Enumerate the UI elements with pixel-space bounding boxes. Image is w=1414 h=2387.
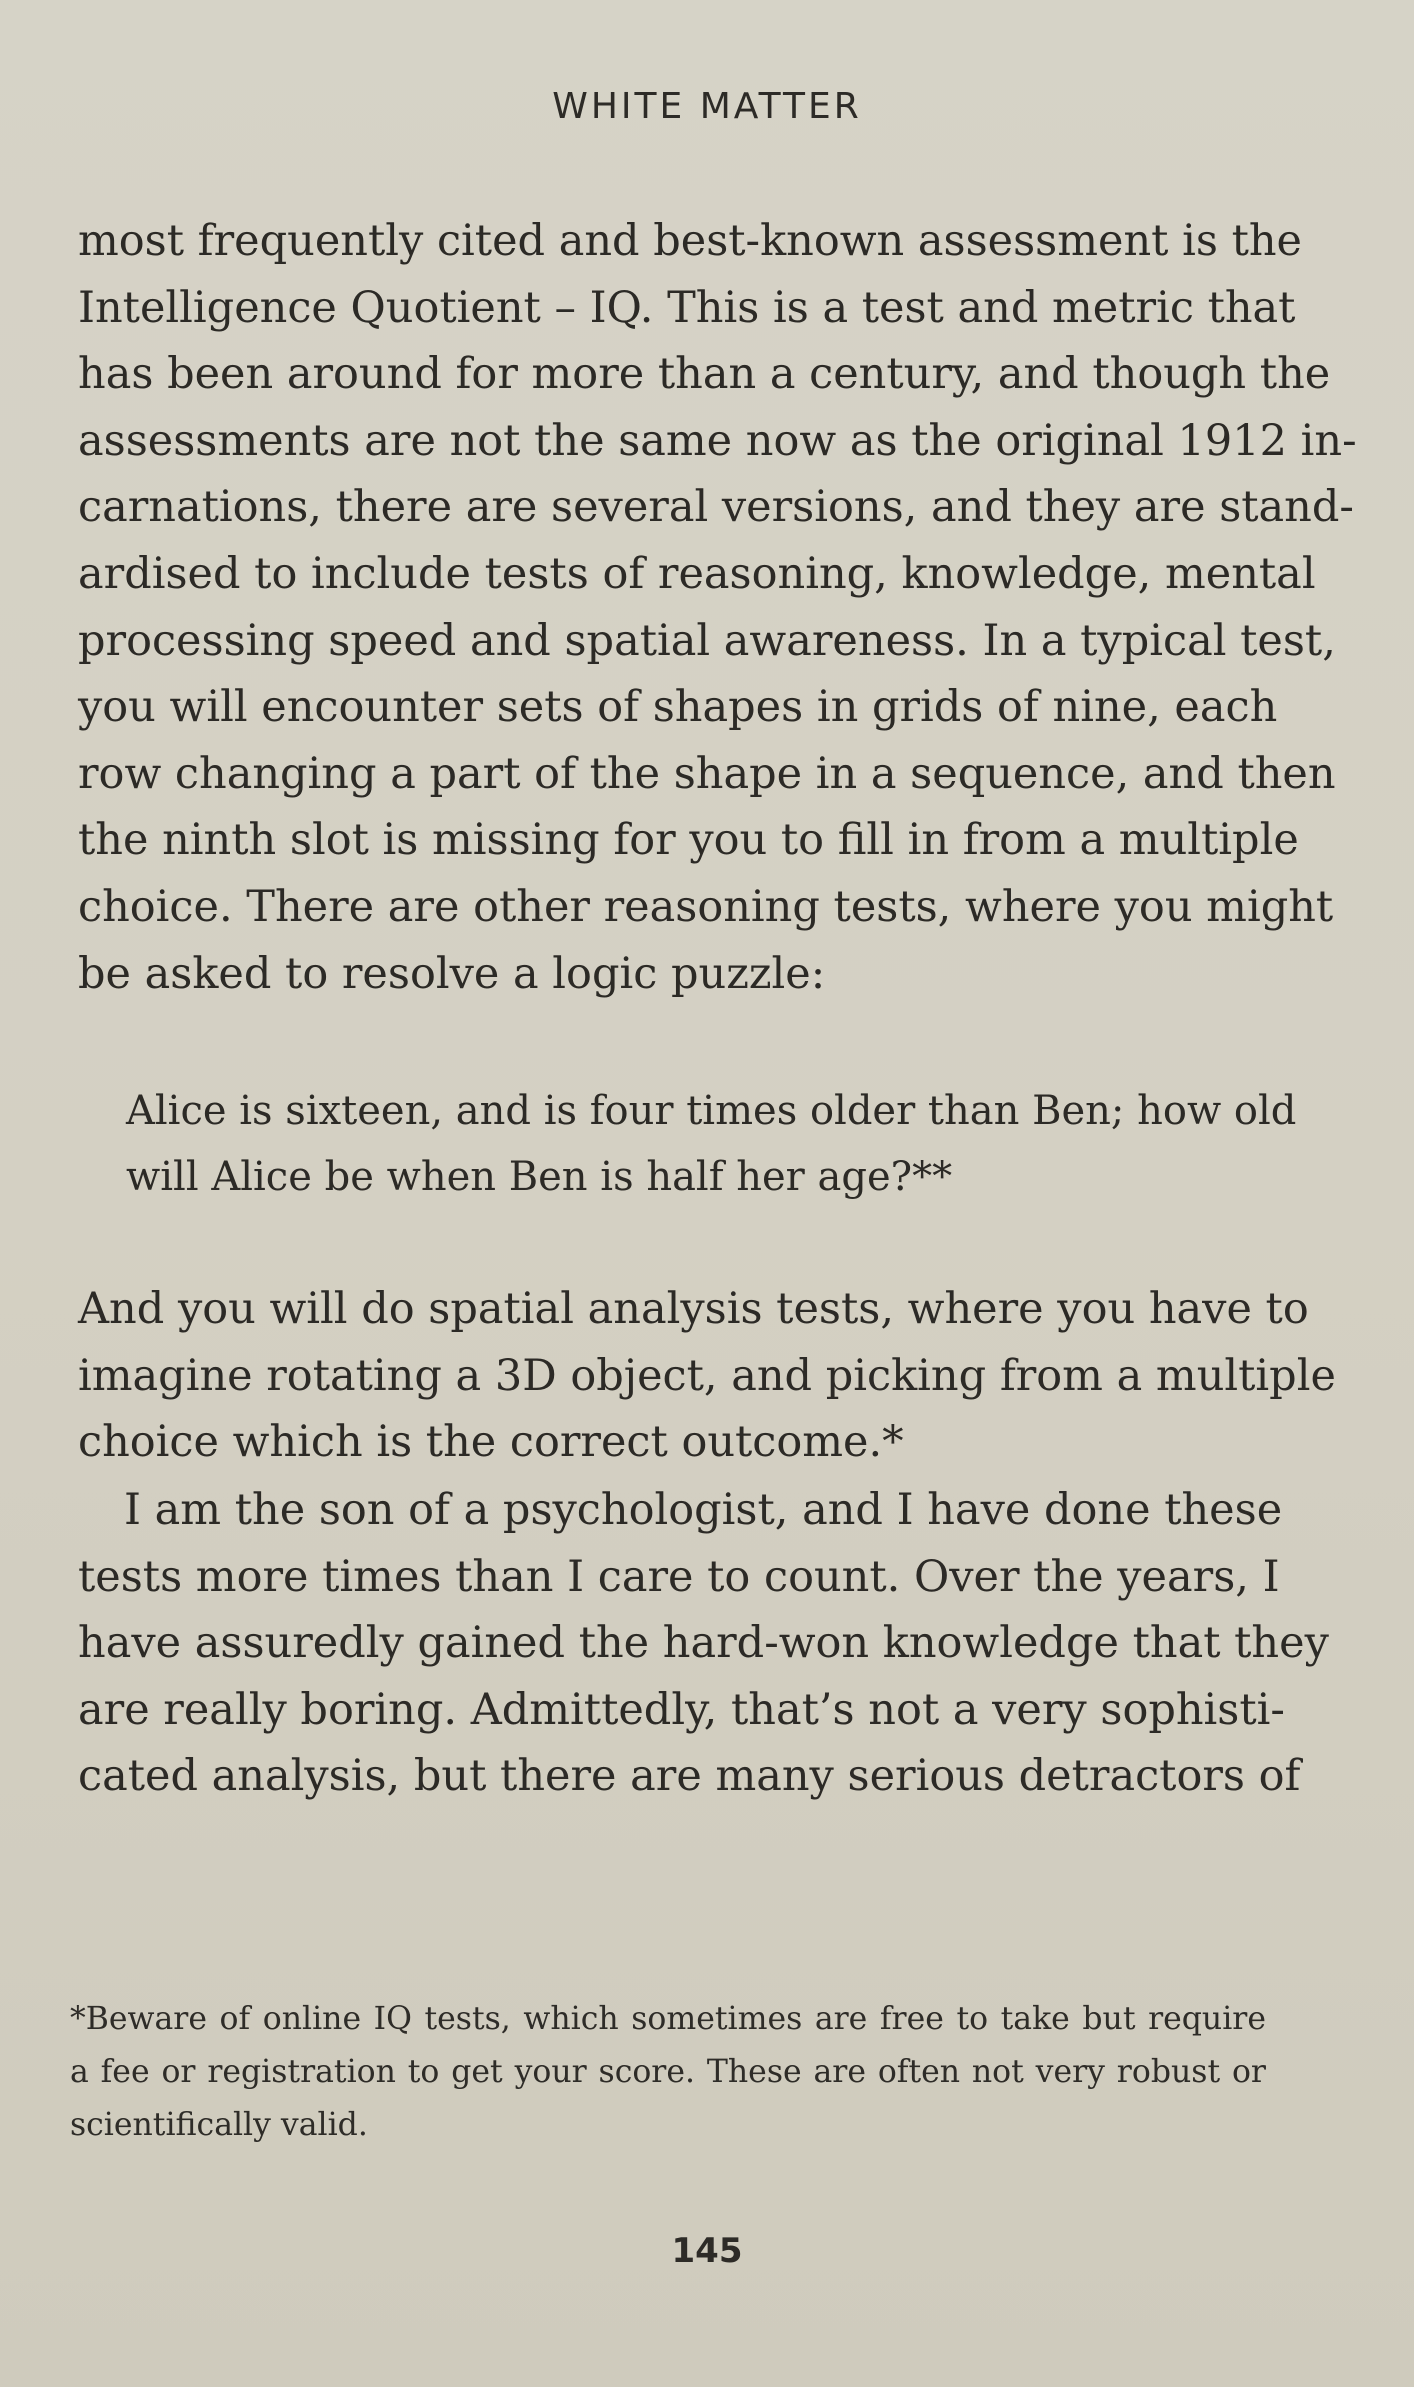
quote-line: will Alice be when Ben is half her age?**: [126, 1154, 953, 1200]
running-head: WHITE MATTER: [552, 86, 862, 127]
text-line: tests more times than I care to count. Over the years, I: [78, 1551, 1280, 1602]
paragraph-1: [78, 208, 1357, 1007]
text-line: row changing a part of the shape in a sequence, and then: [78, 748, 1336, 799]
paragraph-3: [78, 1477, 1329, 1810]
text-line: has been around for more than a century, and though the: [78, 349, 1331, 400]
text-line: processing speed and spatial awareness. In a typical test,: [78, 615, 1336, 666]
text-line: Intelligence Quotient – IQ. This is a test and metric that: [78, 282, 1296, 333]
text-line: I am the son of a psychologist, and I have done these: [124, 1485, 1283, 1535]
text-line: have assuredly gained the hard-won knowledge that they: [78, 1618, 1329, 1669]
quote-line: Alice is sixteen, and is four times older than Ben; how old: [126, 1088, 1297, 1134]
page-number: 145: [671, 2231, 743, 2271]
text-line: assessments are not the same now as the original 1912 in-: [78, 415, 1357, 466]
text-line: be asked to resolve a logic puzzle:: [78, 948, 826, 999]
footnote-line: *Beware of online IQ tests, which sometimes are free to take but require: [70, 2001, 1266, 2037]
text-line: imagine rotating a 3D object, and picking from a multiple: [78, 1350, 1336, 1401]
text-line: choice. There are other reasoning tests, where you might: [78, 881, 1334, 932]
text-line: are really boring. Admittedly, that’s not a very sophisti-: [78, 1684, 1285, 1735]
block-quote: [126, 1078, 1297, 1210]
text-line: And you will do spatial analysis tests, where you have to: [78, 1284, 1309, 1334]
footnote-line: a fee or registration to get your score. These are often not very robust or: [70, 2054, 1266, 2090]
text-line: cated analysis, but there are many serious detractors of: [78, 1751, 1301, 1802]
footnote: [70, 1993, 1266, 2152]
text-line: choice which is the correct outcome.*: [78, 1417, 904, 1468]
footnote-line: scientifically valid.: [70, 2107, 368, 2143]
text-line: carnations, there are several versions, and they are stand-: [78, 482, 1354, 533]
text-line: most frequently cited and best-known assessment is the: [78, 216, 1303, 266]
text-line: the ninth slot is missing for you to fill in from a multiple: [78, 815, 1299, 866]
paragraph-2: [78, 1276, 1336, 1476]
text-line: ardised to include tests of reasoning, knowledge, mental: [78, 548, 1316, 599]
text-line: you will encounter sets of shapes in grids of nine, each: [78, 682, 1278, 733]
